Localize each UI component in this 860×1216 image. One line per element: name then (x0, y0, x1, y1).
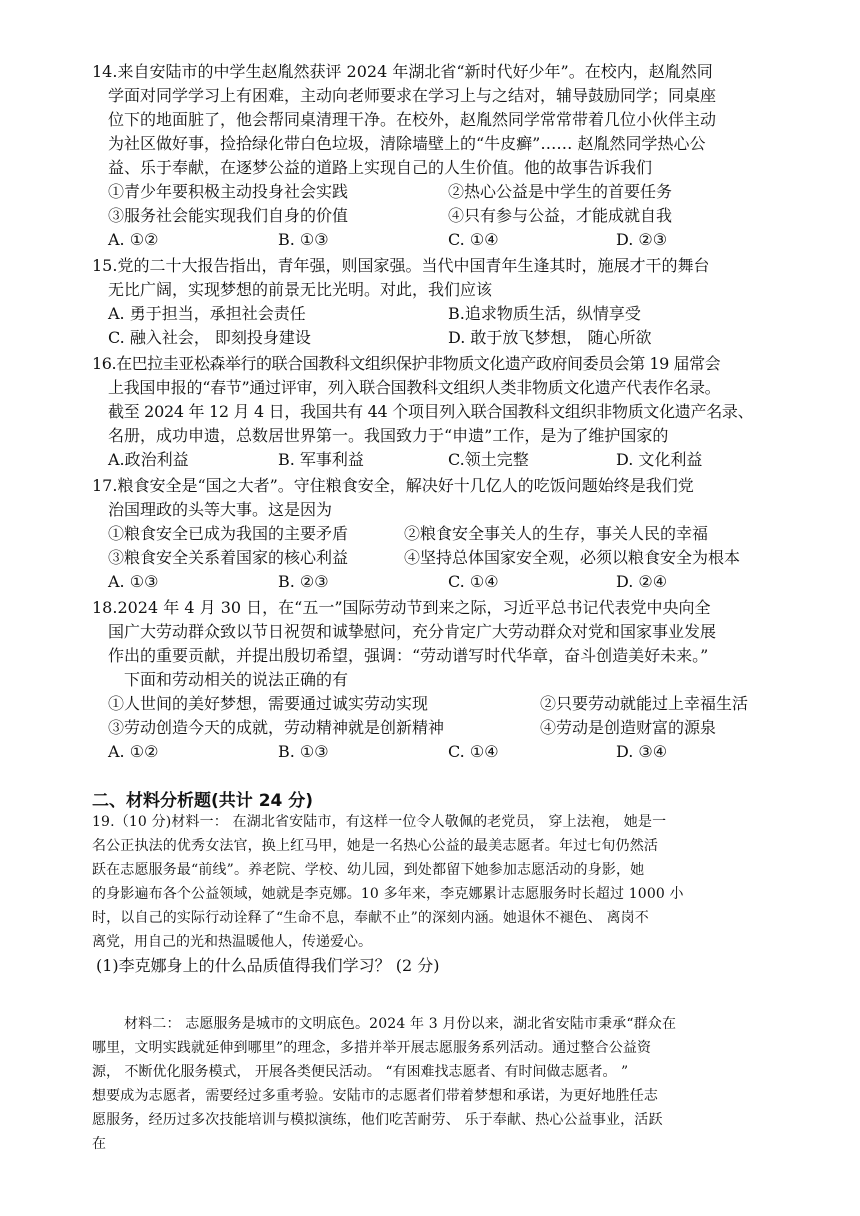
q17-statement-1: ①粮食安全已成为我国的主要矛盾 (108, 524, 349, 543)
q17-statement-2: ②粮食安全事关人的生存，事关人民的幸福 (404, 524, 709, 543)
q17-option-a: A. ①③ (108, 572, 159, 591)
q18-stem-line-1: 18.2024 年 4 月 30 日，在“五一”国际劳动节到来之际，习近平总书记代表党中央向全 (92, 598, 711, 617)
q18-option-a: A. ①② (108, 742, 159, 761)
q19-material1-line-4: 的身影遍布各个公益领域，她就是李克娜。10 多年来，李克娜累计志愿服务时长超过 1000 小 (92, 886, 684, 902)
q14-statement-1: ①青少年要积极主动投身社会实践 (108, 182, 349, 201)
q19-material1-line-2: 名公正执法的优秀女法官，换上红马甲，她是一名热心公益的最美志愿者。年过七旬仍然活 (92, 838, 658, 854)
q17-statement-4: ④坚持总体国家安全观，必须以粮食安全为根本 (404, 548, 741, 567)
q15-stem-line-1: 15.党的二十大报告指出，青年强，则国家强。当代中国青年生逢其时，施展才干的舞台 (92, 256, 710, 275)
q19-material2-line-5: 愿服务，经历过多次技能培训与模拟演练，他们吃苦耐劳、 乐于奉献、热心公益事业，活跃 (92, 1112, 663, 1128)
q15-option-a: A. 勇于担当，承担社会责任 (108, 304, 306, 323)
section-title: 二、材料分析题(共计 24 分) (92, 791, 314, 811)
q14-option-b: B. ①③ (278, 230, 329, 249)
q17-stem-line-1: 17.粮食安全是“国之大者”。守住粮食安全，解决好十几亿人的吃饭问题始终是我们党 (92, 476, 694, 495)
q19-subquestion-1: (1)李克娜身上的什么品质值得我们学习？ (2 分) (96, 956, 440, 975)
q17-statement-3: ③粮食安全关系着国家的核心利益 (108, 548, 349, 567)
q18-option-b: B. ①③ (278, 742, 329, 761)
q16-stem-line-1: 16.在巴拉圭亚松森举行的联合国教科文组织保护非物质文化遗产政府间委员会第 19 届常会 (92, 354, 721, 373)
q16-stem-line-2: 上我国申报的“春节”通过评审，列入联合国教科文组织人类非物质文化遗产代表作名录。 (108, 378, 721, 397)
q18-statement-1: ①人世间的美好梦想，需要通过诚实劳动实现 (108, 694, 429, 713)
q18-option-d: D. ③④ (616, 742, 668, 761)
q16-stem-line-4: 名册，成功申遗，总数居世界第一。我国致力于“申遗”工作，是为了维护国家的 (108, 426, 669, 445)
q14-statement-3: ③服务社会能实现我们自身的价值 (108, 206, 349, 225)
q18-statement-3: ③劳动创造今天的成就，劳动精神就是创新精神 (108, 718, 445, 737)
q18-statement-2: ②只要劳动就能过上幸福生活 (540, 694, 749, 713)
q15-option-b: B.追求物质生活，纵情享受 (448, 304, 641, 323)
q19-material2-line-2: 哪里，文明实践就延伸到哪里”的理念，多措并举开展志愿服务系列活动。通过整合公益资 (92, 1040, 652, 1056)
q19-material1-line-1: 19.（10 分)材料一： 在湖北省安陆市，有这样一位令人敬佩的老党员， 穿上法袍， 她是一 (92, 814, 667, 830)
q17-option-c: C. ①④ (448, 572, 499, 591)
q16-option-a: A.政治利益 (108, 450, 189, 469)
q19-material1-line-5: 时，以自己的实际行动诠释了“生命不息，奉献不止”的深刻内涵。她退休不褪色、 离岗不 (92, 910, 649, 926)
q15-stem-line-2: 无比广阔，实现梦想的前景无比光明。对此，我们应该 (108, 280, 493, 299)
q18-option-c: C. ①④ (448, 742, 499, 761)
q14-statement-4: ④只有参与公益，才能成就自我 (448, 206, 673, 225)
q17-option-b: B. ②③ (278, 572, 329, 591)
q14-option-c: C. ①④ (448, 230, 499, 249)
q14-stem-line-4: 为社区做好事，捡拾绿化带白色垃圾，清除墙壁上的“牛皮癣”…… 赵胤然同学热心公 (108, 134, 706, 153)
q14-stem-line-2: 学面对同学学习上有困难，主动向老师要求在学习上与之结对，辅导鼓励同学；同桌座 (108, 86, 717, 105)
q16-option-b: B. 军事利益 (278, 450, 364, 469)
q19-material1-line-3: 跃在志愿服务最“前线”。养老院、学校、幼儿园，到处都留下她参加志愿活动的身影，她 (92, 862, 645, 878)
q16-option-c: C.领土完整 (448, 450, 529, 469)
q18-stem-line-3: 作出的重要贡献，并提出殷切希望，强调：“劳动谱写时代华章，奋斗创造美好未来。” (108, 646, 709, 665)
q19-material2-line-6: 在 (92, 1136, 106, 1152)
q14-statement-2: ②热心公益是中学生的首要任务 (448, 182, 673, 201)
q19-material1-line-6: 离党，用自己的光和热温暖他人，传递爱心。 (92, 934, 372, 950)
q16-option-d: D. 文化利益 (616, 450, 703, 469)
q18-stem-line-4: 下面和劳动相关的说法正确的有 (124, 670, 349, 689)
q19-material2-line-4: 想要成为志愿者，需要经过多重考验。安陆市的志愿者们带着梦想和承诺，为更好地胜任志 (92, 1088, 658, 1104)
q14-option-d: D. ②③ (616, 230, 668, 249)
q14-stem-line-1: 14.来自安陆市的中学生赵胤然获评 2024 年湖北省“新时代好少年”。在校内，赵胤然同 (92, 62, 713, 81)
q16-stem-line-3: 截至 2024 年 12 月 4 日，我国共有 44 个项目列入联合国教科文组织非物质文化遗产名录、 (108, 402, 754, 421)
q14-stem-line-3: 位下的地面脏了，他会帮同桌清理干净。在校外，赵胤然同学常常带着几位小伙伴主动 (108, 110, 717, 129)
q18-statement-4: ④劳动是创造财富的源泉 (540, 718, 717, 737)
q19-material2-line-3: 源， 不断优化服务模式， 开展各类便民活动。 “有困难找志愿者、有时间做志愿者。 ” (92, 1064, 629, 1080)
q19-material2-line-1: 材料二： 志愿服务是城市的文明底色。2024 年 3 月份以来，湖北省安陆市秉承“群众在 (124, 1016, 677, 1032)
q14-option-a: A. ①② (108, 230, 159, 249)
q18-stem-line-2: 国广大劳动群众致以节日祝贺和诚挚慰问，充分肯定广大劳动群众对党和国家事业发展 (108, 622, 717, 641)
q17-stem-line-2: 治国理政的头等大事。这是因为 (108, 500, 333, 519)
q15-option-c: C. 融入社会， 即刻投身建设 (108, 328, 311, 347)
q17-option-d: D. ②④ (616, 572, 668, 591)
q15-option-d: D. 敢于放飞梦想， 随心所欲 (448, 328, 652, 347)
q14-stem-line-5: 益、乐于奉献，在逐梦公益的道路上实现自己的人生价值。他的故事告诉我们 (108, 158, 653, 177)
